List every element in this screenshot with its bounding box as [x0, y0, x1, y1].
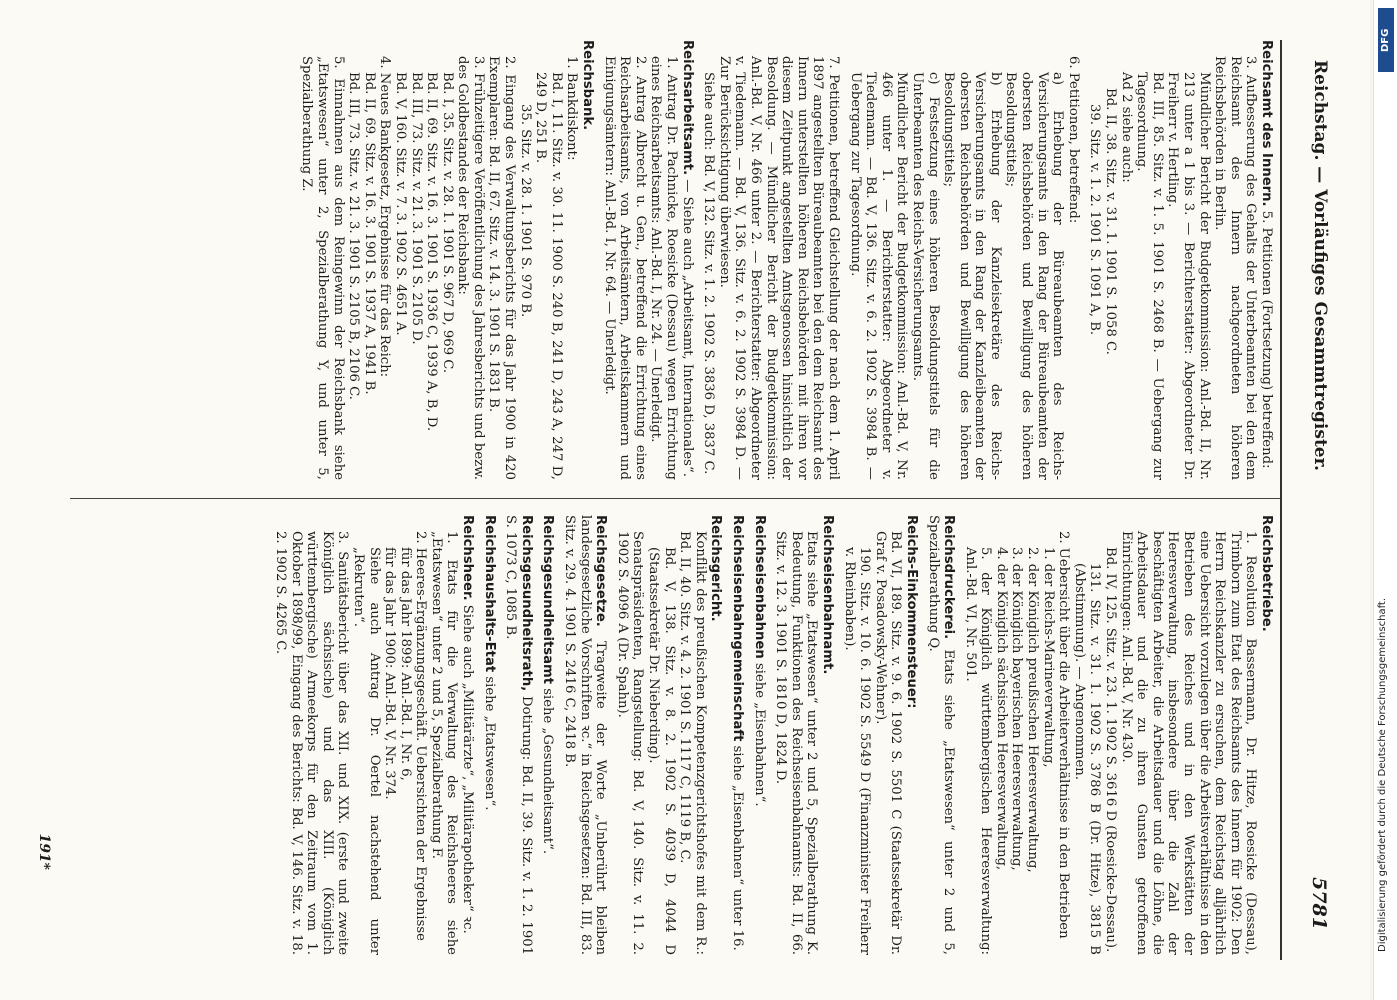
right-column	[272, 515, 1274, 955]
entry-heading: Reichsamt des Innern.	[1259, 40, 1274, 207]
entry-heading: Reichshaushalts-Etat	[481, 515, 497, 673]
entry-heading: Reichseisenbahnen	[751, 515, 767, 659]
register-entry	[614, 515, 645, 955]
register-entry	[1118, 40, 1134, 480]
register-entry	[1258, 515, 1274, 955]
register-entry	[1087, 40, 1103, 480]
entry-text: 3. Aufbesserung des Gehalts der Unterbeamten bei den dem Reichsamt des Innern nachgeordneten höheren Reichsbehörden in Berlin.	[1212, 56, 1259, 480]
entry-text: 4. Neues Bankgesetz, Ergebnisse für das Reich:	[377, 56, 393, 378]
entry-text: 5. Petitionen (Fortsetzung) betreffend:	[1259, 206, 1274, 469]
entry-text: 2. Uebersicht über die Arbeiterverhältnisse in den Betrieben	[1056, 531, 1072, 939]
entry-text: Bd. IV, 125. Sitz. v. 23. 1. 1902 S. 3616 D (Roesicke-Dessau).	[1103, 547, 1119, 953]
register-entry	[701, 40, 717, 480]
dfg-credit-text: Digitalisierung gefördert durch die Deutsche Forschungsgemeinschaft.	[1377, 597, 1388, 952]
entry-text: a) Erhebung der Büreaubeamten des Reichs-Versicherungsamts in den Rang der Büreaubeamten der obersten Reichsbehörden und Bewilligung des höheren Besoldungstitels;	[1003, 72, 1066, 480]
entry-text: 1. Etats für die Verwaltung des Reichsheeres siehe „Etatswesen“ unter 2 und 5, Spezialberathung F.	[428, 531, 460, 955]
entry-heading: Reichsgesundheitsamt	[540, 515, 556, 685]
register-entry	[679, 40, 695, 480]
register-entry	[481, 515, 497, 955]
dfg-logo: DFG	[1378, 8, 1394, 72]
running-title: Reichstag. — Vorläufiges Gesammtregister.	[1310, 60, 1330, 471]
entry-text: Bd. V, 138. Sitz. v. 8. 2. 1902 S. 4039 D, 4044 D (Staatssekretär Dr. Nieberding).	[646, 547, 677, 955]
entry-text: Senatspräsidenten, Rangstellung: Bd. V, 140. Sitz. v. 11. 2. 1902 S. 4096 A (Dr. Spahn).	[614, 531, 646, 955]
register-entry	[909, 40, 940, 480]
entry-text: 2. Antrag Albrecht u. Gen., betreffend die Errichtung eines Reichsarbeitsamts, von Arbeitsämtern, Arbeitskammern und Einigungsämtern: Anl.-Bd. I, Nr. 64. — Unerledigt.	[601, 56, 648, 480]
entry-text: 190. Sitz. v. 10. 6. 1902 S. 5549 D (Finanzminister Freiherr v. Rheinbaben).	[841, 547, 873, 955]
entry-heading: Reichsdruckerei.	[941, 515, 957, 640]
signature-mark: 191*	[36, 833, 52, 870]
register-entry	[773, 515, 820, 955]
register-entry	[561, 515, 608, 955]
register-entry	[382, 515, 398, 955]
page-number: 5781	[1308, 877, 1330, 930]
register-entry	[1102, 40, 1118, 480]
entry-text: siehe „Gesundheitsamt“.	[540, 684, 556, 855]
entry-text: 1. Resolution Bassermann, Dr. Hitze, Roesicke (Dessau), Trimborn zum Etat des Reichsamts des Innern für 1902: Den Herrn Reichskanzler zu ersuchen, dem Reichstag alljährlich eine Uebersicht vorzulegen über die Arbeitsverhältnisse in den Betrieben des Reiches und in den Werkstätten der Heeresverwaltung, insbesondere über die Zahl der beschäftigten Arbeiter, die Arbeitsdauer und die Löhne, die Arbeitsdauer und die zu ihren Gunsten getroffenen Einrichtungen: Anl.-Bd. V, Nr. 430.	[1118, 531, 1259, 955]
entry-text: Bd. II, 38. Sitz. v. 31. 1. 1901 S. 1058 C.	[1103, 88, 1119, 355]
entry-text: siehe „Etatswesen“.	[481, 672, 497, 811]
entry-text: Mündlicher Bericht der Budgetkommission: Anl.-Bd. V, Nr. 466 unter 1. — Berichterstatter: Abgeordneter v. Tiedemann. — Bd. V, 136. Sitz. v. 6. 2. 1902 S. 3984 B. — Uebergang zur Tagesordnung.	[847, 72, 910, 480]
entry-text: 1. Bankdiskont:	[564, 56, 580, 161]
entry-text: für das Jahr 1899: Anl.-Bd. I, Nr. 6,	[397, 547, 413, 781]
entry-text: c) Festsetzung eines höheren Besoldungstitels für die Unterbeamten des Reichs-Versicherungsamts.	[909, 72, 941, 480]
register-entry	[872, 515, 903, 955]
register-entry	[392, 40, 408, 480]
entry-text: Bd. I, 35. Sitz. v. 28. 1. 1901 S. 967 D, 969 C.	[439, 72, 455, 374]
register-entry	[486, 40, 517, 480]
register-entry	[503, 515, 534, 955]
register-entry	[413, 515, 429, 955]
dfg-banner	[1373, 0, 1397, 1000]
entry-text: 2. der Königlich preußischen Heeresverwaltung,	[1025, 547, 1041, 873]
entry-text: Siehe auch: Bd. V, 132. Sitz. v. 1. 2. 1902 S. 3836 D, 3837 C.	[701, 72, 717, 475]
column-divider	[70, 498, 1280, 499]
entry-text: 2. Heeres-Ergänzungsgeschäft. Uebersichten der Ergebnisse	[413, 531, 429, 941]
entry-text: für das Jahr 1900: Anl.-Bd. V, Nr. 374.	[382, 547, 398, 800]
entry-text: Bd. VI, 189. Sitz. v. 9. 6. 1902 S. 5501 C (Staatssekretär Dr. Graf v. Posadowsky-Wehner).	[872, 531, 904, 955]
register-entry	[1258, 40, 1274, 480]
entry-text: Bd. V, 160. Sitz. v. 7. 3. 1902 S. 4651 A.	[392, 72, 408, 336]
register-entry	[841, 515, 872, 955]
register-entry	[645, 515, 676, 955]
register-entry	[460, 515, 476, 955]
register-entry	[533, 40, 564, 480]
entry-text: Bd. II, 69. Sitz. v. 16. 3. 1901 S. 1937 A, 1941 B.	[361, 72, 377, 395]
register-entry	[517, 40, 533, 480]
entry-text: Siehe auch „Militärärzte“, „Militärapotheker“ ꝛc.	[460, 600, 476, 934]
entry-text: 35. Sitz. v. 28. 1. 1901 S. 970 B.	[517, 104, 533, 318]
register-entry	[299, 40, 346, 480]
entry-heading: Reichsbank.	[580, 40, 596, 131]
entry-text: 39. Sitz. v. 1. 2. 1901 S. 1091 A, B.	[1087, 104, 1103, 336]
register-entry	[439, 40, 455, 480]
entry-text: 131. Sitz. v. 31. 1. 1902 S. 3786 B (Dr. Hitze), 3815 B (Abstimmung). — Angenommen.	[1071, 563, 1103, 955]
entry-text: Bd. III, 73. Sitz. v. 21. 3. 1901 S. 2105 D.	[408, 72, 424, 345]
register-entry	[428, 515, 459, 955]
entry-text: siehe „Eisenbahnen“ unter 16.	[730, 741, 745, 951]
register-entry	[1065, 40, 1081, 480]
entry-text: 1. Antrag Dr. Pachnicke, Roesicke (Dessau) wegen Errichtung eines Reichsarbeitsamts: Anl.-Bd. I, Nr. 24. — Unerledigt.	[648, 56, 680, 480]
register-entry	[601, 40, 648, 480]
entry-text: Mündlicher Bericht der Budgetkommission: Anl.-Bd. II, Nr. 213 unter a 1 bis 3. — Berichterstatter: Abgeordneter Dr. Freiherr v. Hertling.	[1165, 72, 1212, 480]
register-entry	[1056, 515, 1072, 955]
entry-text: — Siehe auch „Arbeitsamt, Internationales“.	[679, 175, 695, 477]
entry-heading: Reichseisenbahngemeinschaft	[730, 515, 745, 742]
header-rule	[1280, 40, 1282, 960]
register-entry	[1212, 40, 1259, 480]
entry-text: siehe „Eisenbahnen“.	[751, 658, 767, 807]
register-entry	[903, 515, 919, 955]
register-entry	[648, 40, 679, 480]
entry-heading: Reichsbetriebe.	[1259, 515, 1274, 632]
entry-text: Etats siehe „Etatswesen“ unter 2 und 5, Spezialberathung Q.	[925, 515, 957, 955]
register-entry	[397, 515, 413, 955]
register-entry	[962, 515, 993, 955]
register-entry	[1118, 515, 1258, 955]
register-entry	[708, 515, 724, 955]
register-entry	[677, 515, 708, 955]
register-entry	[408, 40, 424, 480]
entry-text: Bd. I, 11. Sitz. v. 30. 11. 1900 S. 240 B, 241 D, 243 A, 247 D, 249 D, 251 B.	[533, 72, 564, 480]
register-entry	[819, 515, 835, 955]
entry-text: 5. Einnahmen aus dem Reingewinn der Reichsbank siehe „Etatswesen“ unter 2, Spezialberathung Y, und unter 5, Spezialberathung Z.	[299, 56, 346, 480]
register-entry	[1165, 40, 1212, 480]
register-entry	[941, 40, 1003, 480]
left-column	[299, 40, 1274, 480]
register-entry	[361, 40, 377, 480]
entry-text: 3. Sanitätsbericht über das XII. und XIX. (erste und zweite Königlich sächsische) und das XIII. (Königlich württembergische) Armeekorps für den Zeitraum vom 1. Oktober 1898/99, Eingang des Berichts: Bd. V, 146. Sitz. v. 18. 2. 1902 S. 4265 C.	[272, 531, 351, 955]
entry-text: Dotirung: Bd. II, 39. Sitz. v. 1. 2. 1901 S. 1073 C, 1085 B.	[503, 515, 534, 955]
register-entry	[1040, 515, 1056, 955]
register-entry	[729, 515, 745, 955]
register-entry	[455, 40, 486, 480]
entry-text: 2. Eingang des Verwaltungsberichts für das Jahr 1900 in 420 Exemplaren: Bd. II, 67. Sitz. v. 14. 3. 1901 S. 1831 B.	[486, 56, 518, 480]
register-entry	[1009, 515, 1025, 955]
register-entry	[272, 515, 350, 955]
register-entry	[993, 515, 1009, 955]
register-entry	[1134, 40, 1165, 480]
entry-text: b) Erhebung der Kanzleisekretäre des Reichs-Versicherungsamts in den Rang der Kanzleibeamten der obersten Reichsbehörden und Bewilligung des höheren Besoldungstitels;	[941, 72, 1003, 480]
entry-text: Etats siehe „Etatswesen“ unter 2 und 5, Spezialberathung K. Bedeutung, Funktionen des Reichseisenbahnamts: Bd. II, 66. Sitz. v. 12. 3. 1901 S. 1810 D, 1824 D.	[773, 531, 820, 955]
entry-text: Bd. II, 69. Sitz. v. 16. 3. 1901 S. 1936 C, 1939 A, B, D.	[424, 72, 440, 432]
register-entry	[579, 40, 595, 480]
entry-text: Konflikt des preußischen Kompetenzgerichtshofes mit dem R.: Bd. II, 40. Sitz. v. 4. 2. 1901 S. 1117 C, 1119 B, C.	[677, 531, 708, 955]
register-entry	[751, 515, 767, 955]
register-entry	[925, 515, 956, 955]
entry-text: 3. Frühzeitigere Veröffentlichung des Jahresberichts und bezw. des Goldbestandes der Reichsbank:	[455, 56, 486, 480]
entry-heading: Reichs-Einkommensteuer:	[903, 515, 919, 709]
register-entry	[346, 40, 362, 480]
entry-text: 7. Petitionen, betreffend Gleichstellung der nach dem 1. April 1897 angestellten Büreaubeamten bei den dem Reichsamt des Innern unterstellten höheren Reichsbehörden mit ihren vor diesem Zeitpunkt angestellten Amtsgenossen hinsichtlich der Besoldung. — Mündlicher Bericht der Budgetkommission: Anl.-Bd. V, Nr. 466 unter 2. — Berichterstatter: Abgeordneter v. Tiedemann. — Bd. V, 136. Sitz. v. 6. 2. 1902 S. 3984 D. — Zur Berücksichtigung überwiesen.	[716, 56, 841, 480]
entry-heading: Reichseisenbahnamt.	[819, 515, 835, 675]
entry-text: Tragweite der Worte „Unberührt bleiben landesgesetzliche Vorschriften ꝛc.“ in Reichsgesetzen: Bd. III, 83. Sitz. v. 29. 4. 1901 S. 2416 C, 2418 B.	[562, 515, 609, 955]
register-entry	[564, 40, 580, 480]
register-entry	[1025, 515, 1041, 955]
entry-text: 6. Petitionen, betreffend:	[1065, 56, 1081, 224]
register-entry	[1003, 40, 1065, 480]
entry-text: 3. der Königlich bayerischen Heeresverwaltung,	[1009, 547, 1025, 871]
register-entry	[847, 40, 909, 480]
register-entry	[1071, 515, 1102, 955]
entry-text: 5. der Königlich württembergischen Heeresverwaltung: Anl.-Bd. VI, Nr. 501.	[962, 547, 994, 955]
register-entry	[716, 40, 841, 480]
entry-heading: Reichsgesetze.	[593, 515, 609, 627]
register-entry	[424, 40, 440, 480]
entry-heading: Reichsgesundheitsrath,	[518, 515, 534, 692]
entry-heading: Reichsheer.	[460, 515, 476, 601]
entry-text: 1. der Reichs-Marineverwaltung,	[1040, 547, 1056, 768]
entry-text: Siehe auch Antrag Dr. Oertel nachstehend unter „Rekruten“.	[350, 547, 382, 955]
entry-text: Ad 2 siehe auch:	[1118, 72, 1134, 183]
register-entry	[1102, 515, 1118, 955]
register-entry	[350, 515, 381, 955]
register-entry	[540, 515, 556, 955]
entry-text: 4. der Königlich sächsischen Heeresverwaltung,	[993, 547, 1009, 871]
page-header	[1290, 0, 1330, 1000]
entry-heading: Reichsgericht.	[708, 515, 724, 622]
entry-text: Bd. III, 85. Sitz. v. 1. 5. 1901 S. 2468 B. — Uebergang zur Tagesordnung.	[1134, 72, 1165, 480]
register-entry	[377, 40, 393, 480]
entry-text: Bd. III, 73. Sitz. v. 21. 3. 1901 S. 2105 B, 2106 C.	[346, 72, 362, 400]
entry-heading: Reichsarbeitsamt.	[679, 40, 695, 176]
